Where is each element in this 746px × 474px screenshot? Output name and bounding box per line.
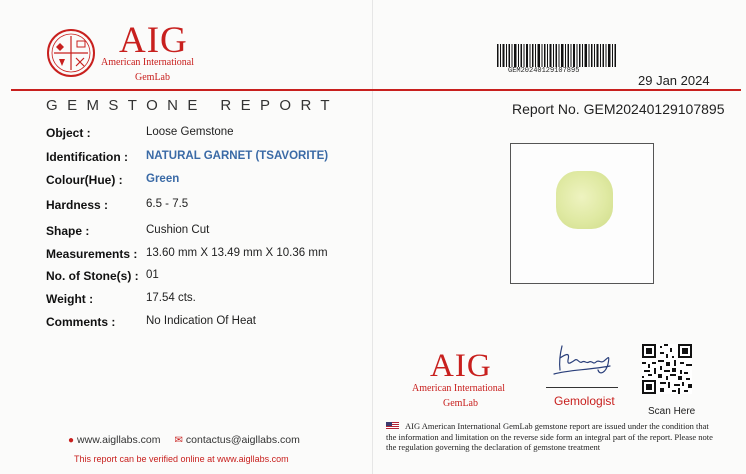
- disclaimer-text: AIG American International GemLab gemstone report are issued under the condition that the information and limitation on the reverse side form an integral part of the report. Please note the regulation governing the declaration of gemstone treatment: [386, 421, 713, 452]
- gemologist-signature: [548, 340, 618, 382]
- website-link[interactable]: www.aigllabs.com: [77, 434, 161, 446]
- detail-value: Green: [146, 173, 180, 185]
- detail-label: Comments :: [46, 315, 116, 329]
- detail-value: Loose Gemstone: [146, 126, 234, 138]
- signature-line: [546, 387, 618, 388]
- detail-label: Object :: [46, 126, 91, 140]
- detail-row-shape: [0, 224, 372, 244]
- detail-value: 01: [146, 269, 159, 281]
- detail-row-measurements: [0, 247, 372, 267]
- detail-label: Identification :: [46, 150, 128, 164]
- report-number: Report No. GEM20240129107895: [512, 101, 725, 117]
- barcode-number: GEM20240129107895: [508, 67, 580, 75]
- detail-value: NATURAL GARNET (TSAVORITE): [146, 150, 329, 162]
- footer-contacts: [68, 434, 300, 446]
- qr-code-icon: [642, 344, 692, 394]
- detail-row-hardness: [0, 198, 372, 218]
- verify-note: This report can be verified online at www.aigllabs.com: [74, 454, 289, 464]
- envelope-icon: ✉: [174, 435, 183, 446]
- report-title: GEMSTONE REPORT: [46, 97, 339, 114]
- detail-value: 6.5 - 7.5: [146, 198, 189, 210]
- detail-label: Colour(Hue) :: [46, 173, 123, 187]
- logo-line-2: GemLab: [443, 398, 478, 409]
- detail-row-stones: [0, 269, 372, 289]
- report-date: 29 Jan 2024: [638, 73, 710, 88]
- detail-row-colour: [0, 173, 372, 193]
- disclaimer: [386, 421, 716, 453]
- location-pin-icon: ●: [68, 435, 75, 446]
- logo-brand: AIG: [430, 348, 492, 384]
- gemologist-label: Gemologist: [554, 394, 615, 408]
- logo-line-1: American International: [101, 57, 195, 68]
- us-flag-icon: [386, 422, 399, 430]
- gemstone-image: [556, 171, 613, 229]
- fold-line: [372, 0, 373, 474]
- detail-row-object: [0, 126, 372, 146]
- barcode-icon: [497, 44, 617, 67]
- detail-label: Weight :: [46, 292, 94, 306]
- detail-row-weight: [0, 292, 372, 312]
- detail-label: Measurements :: [46, 247, 138, 261]
- logo-line-2: GemLab: [135, 72, 170, 83]
- aig-emblem-icon: [46, 28, 96, 78]
- detail-value: No Indication Of Heat: [146, 315, 256, 327]
- gemstone-photo: [510, 143, 654, 284]
- detail-value: 17.54 cts.: [146, 292, 196, 304]
- detail-label: No. of Stone(s) :: [46, 269, 139, 283]
- logo-brand: AIG: [119, 20, 188, 61]
- detail-label: Hardness :: [46, 198, 109, 212]
- email-link[interactable]: contactus@aigllabs.com: [185, 434, 300, 446]
- detail-row-comments: [0, 315, 372, 335]
- scan-here-label: Scan Here: [648, 406, 696, 417]
- detail-label: Shape :: [46, 224, 90, 238]
- header-rule: [11, 89, 741, 91]
- logo-line-1: American International: [412, 383, 506, 394]
- detail-value: 13.60 mm X 13.49 mm X 10.36 mm: [146, 247, 328, 259]
- detail-row-identification: [0, 150, 372, 170]
- detail-value: Cushion Cut: [146, 224, 210, 236]
